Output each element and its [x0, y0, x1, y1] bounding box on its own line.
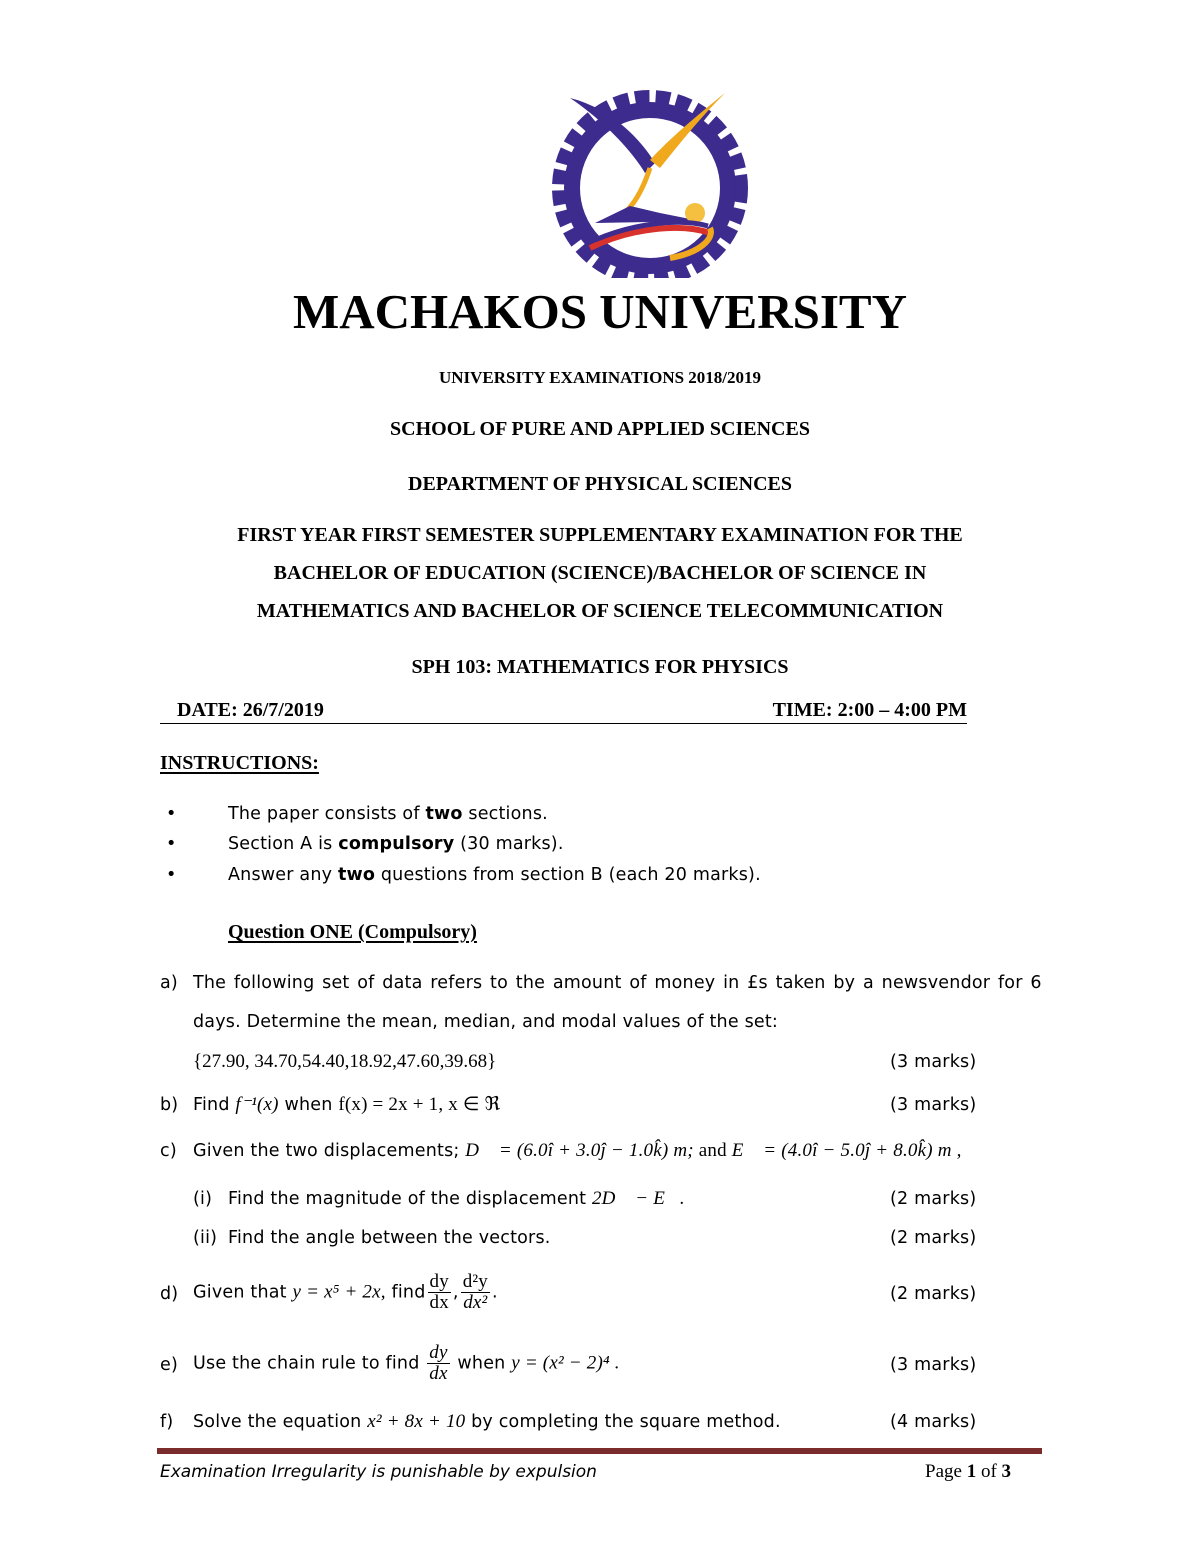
marks: (4 marks) — [890, 1412, 977, 1432]
marks: (2 marks) — [890, 1228, 977, 1248]
marks: (2 marks) — [890, 1189, 977, 1209]
marks: (3 marks) — [890, 1095, 977, 1115]
exam-year: UNIVERSITY EXAMINATIONS 2018/2019 — [438, 368, 762, 387]
question-a-line2: days. Determine the mean, median, and modal values of the set: — [193, 1012, 779, 1032]
university-name: MACHAKOS UNIVERSITY — [293, 284, 907, 339]
school-name: SCHOOL OF PURE AND APPLIED SCIENCES — [390, 418, 810, 440]
page-number: Page 1 of 3 — [925, 1461, 1012, 1482]
date-time-line — [160, 698, 967, 724]
instruction-item: • Section A is compulsory (30 marks). — [166, 834, 564, 854]
course-title: SPH 103: MATHEMATICS FOR PHYSICS — [411, 656, 789, 678]
marks: (2 marks) — [890, 1284, 977, 1304]
department-name: DEPARTMENT OF PHYSICAL SCIENCES — [408, 473, 792, 495]
exam-title-line: MATHEMATICS AND BACHELOR OF SCIENCE TELECOMMUNICATION — [256, 600, 944, 622]
instruction-item: • The paper consists of two sections. — [166, 804, 548, 824]
university-logo — [550, 88, 750, 278]
exam-title-line: BACHELOR OF EDUCATION (SCIENCE)/BACHELOR OF SCIENCE IN — [273, 562, 927, 584]
question-title: Question ONE (Compulsory) — [228, 921, 477, 943]
footer-rule — [157, 1448, 1042, 1454]
exam-title-line: FIRST YEAR FIRST SEMESTER SUPPLEMENTARY EXAMINATION FOR THE — [237, 524, 963, 546]
exam-time: TIME: 2:00 – 4:00 PM — [772, 699, 967, 721]
marks: (3 marks) — [890, 1052, 977, 1072]
instructions-title: INSTRUCTIONS: — [160, 752, 319, 774]
footer-note: Examination Irregularity is punishable by expulsion — [160, 1462, 597, 1482]
marks: (3 marks) — [890, 1355, 977, 1375]
exam-date: DATE: 26/7/2019 — [177, 699, 324, 721]
instruction-item: • Answer any two questions from section B (each 20 marks). — [166, 865, 761, 885]
